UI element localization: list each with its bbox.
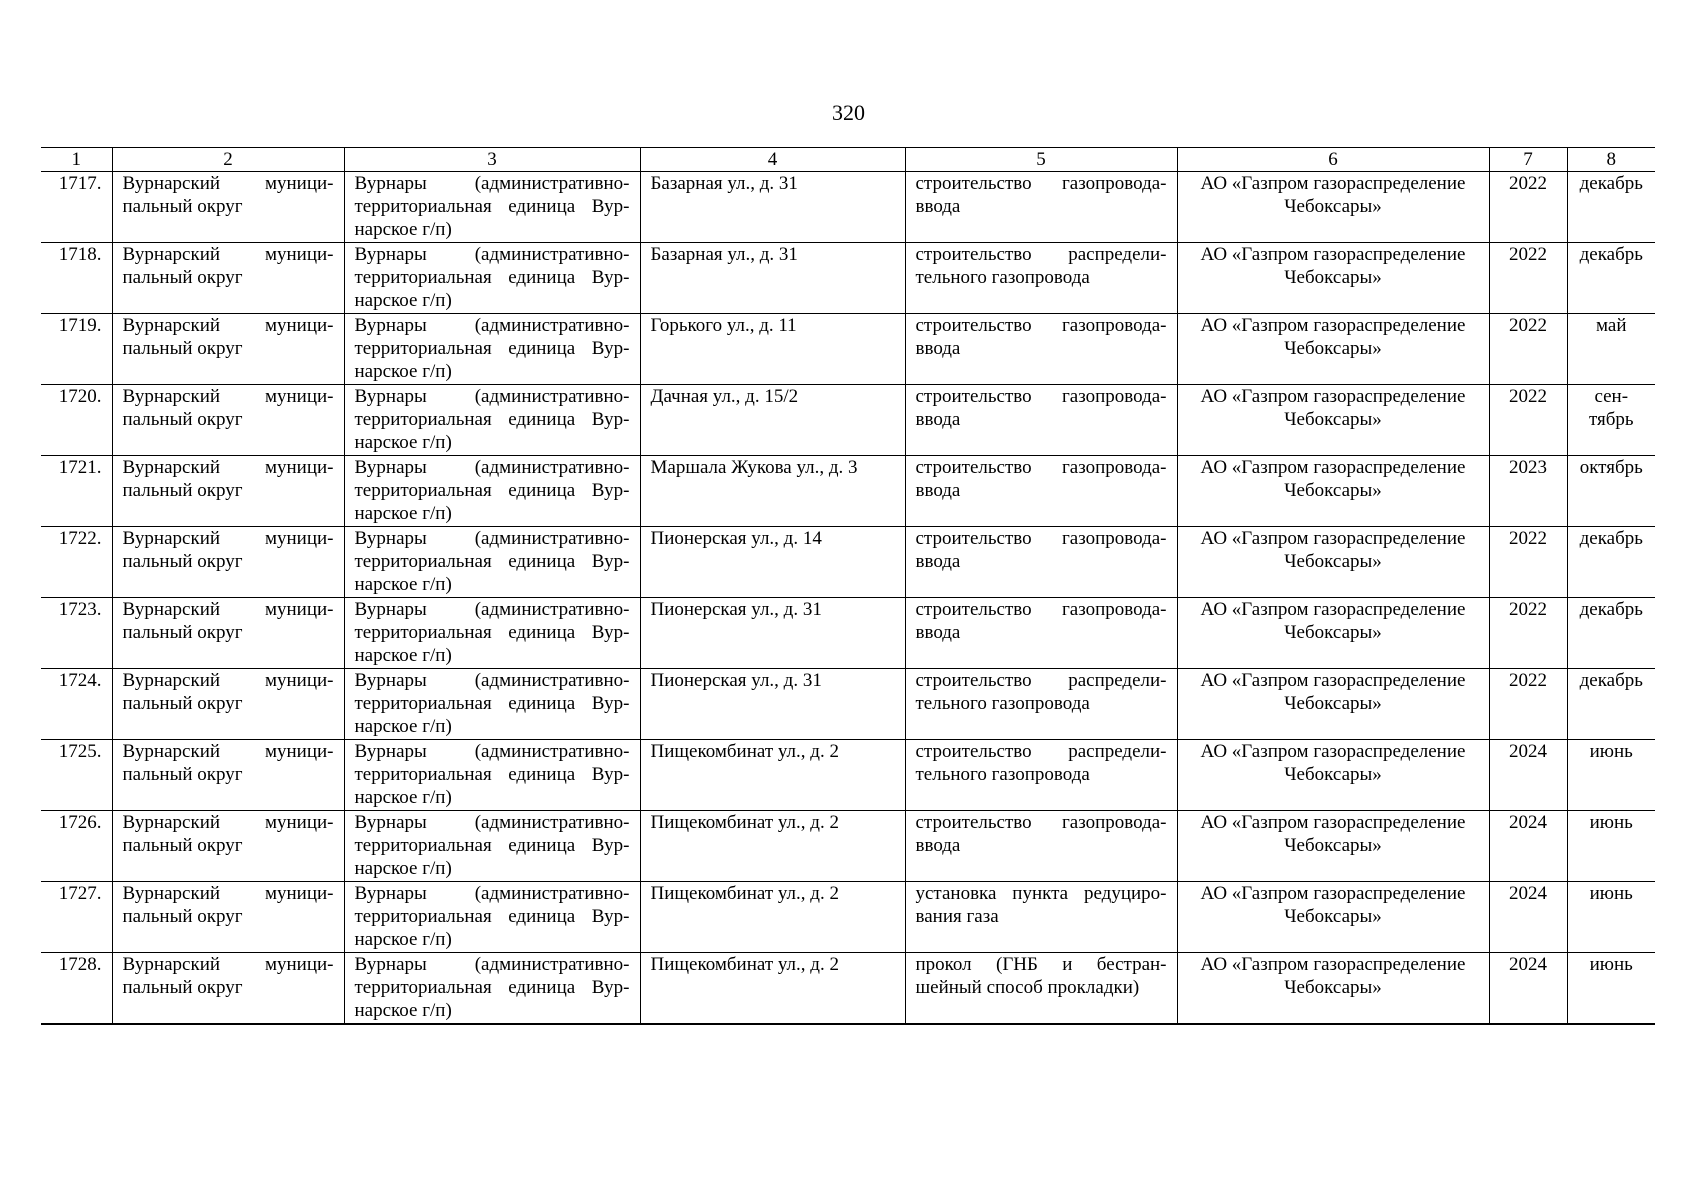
table-row xyxy=(41,598,1655,669)
column-header: 2 xyxy=(112,148,344,172)
work-cell: строительство газопровода-ввода xyxy=(905,527,1177,598)
district-cell: Вурнарский муници-пальный округ xyxy=(112,385,344,456)
table-row xyxy=(41,527,1655,598)
month-cell: декабрь xyxy=(1567,527,1655,598)
organization-cell: АО «Газпром газораспределение Чебоксары» xyxy=(1177,527,1489,598)
district-cell: Вурнарский муници-пальный округ xyxy=(112,669,344,740)
work-cell: строительство газопровода-ввода xyxy=(905,385,1177,456)
data-table xyxy=(41,147,1655,1025)
column-header: 6 xyxy=(1177,148,1489,172)
table-row xyxy=(41,314,1655,385)
district-cell: Вурнарский муници-пальный округ xyxy=(112,527,344,598)
organization-cell: АО «Газпром газораспределение Чебоксары» xyxy=(1177,882,1489,953)
locality-cell: Вурнары (административно-территориальная единица Вур-нарское г/п) xyxy=(344,953,640,1024)
locality-cell: Вурнары (административно-территориальная единица Вур-нарское г/п) xyxy=(344,811,640,882)
address-cell: Пионерская ул., д. 14 xyxy=(640,527,905,598)
work-cell: строительство газопровода-ввода xyxy=(905,811,1177,882)
month-cell: декабрь xyxy=(1567,598,1655,669)
column-header: 4 xyxy=(640,148,905,172)
district-cell: Вурнарский муници-пальный округ xyxy=(112,811,344,882)
district-cell: Вурнарский муници-пальный округ xyxy=(112,953,344,1024)
district-cell: Вурнарский муници-пальный округ xyxy=(112,740,344,811)
organization-cell: АО «Газпром газораспределение Чебоксары» xyxy=(1177,811,1489,882)
column-header: 3 xyxy=(344,148,640,172)
organization-cell: АО «Газпром газораспределение Чебоксары» xyxy=(1177,598,1489,669)
address-cell: Базарная ул., д. 31 xyxy=(640,243,905,314)
address-cell: Маршала Жукова ул., д. 3 xyxy=(640,456,905,527)
locality-cell: Вурнары (административно-территориальная единица Вур-нарское г/п) xyxy=(344,882,640,953)
table-row xyxy=(41,882,1655,953)
column-header: 7 xyxy=(1489,148,1567,172)
address-cell: Базарная ул., д. 31 xyxy=(640,172,905,243)
district-cell: Вурнарский муници-пальный округ xyxy=(112,172,344,243)
work-cell: строительство газопровода-ввода xyxy=(905,598,1177,669)
month-cell: декабрь xyxy=(1567,172,1655,243)
table-row xyxy=(41,243,1655,314)
organization-cell: АО «Газпром газораспределение Чебоксары» xyxy=(1177,172,1489,243)
year-cell: 2022 xyxy=(1489,669,1567,740)
organization-cell: АО «Газпром газораспределение Чебоксары» xyxy=(1177,243,1489,314)
row-number: 1724. xyxy=(41,669,112,740)
locality-cell: Вурнары (административно-территориальная единица Вур-нарское г/п) xyxy=(344,243,640,314)
row-number: 1728. xyxy=(41,953,112,1024)
month-cell: июнь xyxy=(1567,740,1655,811)
locality-cell: Вурнары (административно-территориальная единица Вур-нарское г/п) xyxy=(344,669,640,740)
work-cell: строительство распредели-тельного газопровода xyxy=(905,740,1177,811)
year-cell: 2022 xyxy=(1489,598,1567,669)
locality-cell: Вурнары (административно-территориальная единица Вур-нарское г/п) xyxy=(344,598,640,669)
year-cell: 2022 xyxy=(1489,385,1567,456)
column-header: 8 xyxy=(1567,148,1655,172)
year-cell: 2022 xyxy=(1489,172,1567,243)
address-cell: Пионерская ул., д. 31 xyxy=(640,598,905,669)
year-cell: 2024 xyxy=(1489,811,1567,882)
address-cell: Пищекомбинат ул., д. 2 xyxy=(640,740,905,811)
row-number: 1727. xyxy=(41,882,112,953)
district-cell: Вурнарский муници-пальный округ xyxy=(112,243,344,314)
column-header: 1 xyxy=(41,148,112,172)
work-cell: строительство газопровода-ввода xyxy=(905,172,1177,243)
year-cell: 2022 xyxy=(1489,243,1567,314)
district-cell: Вурнарский муници-пальный округ xyxy=(112,314,344,385)
table-row xyxy=(41,172,1655,243)
locality-cell: Вурнары (административно-территориальная единица Вур-нарское г/п) xyxy=(344,527,640,598)
row-number: 1723. xyxy=(41,598,112,669)
table-row xyxy=(41,953,1655,1024)
month-cell: декабрь xyxy=(1567,669,1655,740)
table-row xyxy=(41,669,1655,740)
locality-cell: Вурнары (административно-территориальная единица Вур-нарское г/п) xyxy=(344,740,640,811)
month-cell: июнь xyxy=(1567,882,1655,953)
table-row xyxy=(41,811,1655,882)
row-number: 1722. xyxy=(41,527,112,598)
month-cell: октябрь xyxy=(1567,456,1655,527)
locality-cell: Вурнары (административно-территориальная единица Вур-нарское г/п) xyxy=(344,172,640,243)
district-cell: Вурнарский муници-пальный округ xyxy=(112,456,344,527)
work-cell: строительство распредели-тельного газопровода xyxy=(905,243,1177,314)
address-cell: Горького ул., д. 11 xyxy=(640,314,905,385)
district-cell: Вурнарский муници-пальный округ xyxy=(112,598,344,669)
address-cell: Дачная ул., д. 15/2 xyxy=(640,385,905,456)
row-number: 1718. xyxy=(41,243,112,314)
year-cell: 2024 xyxy=(1489,953,1567,1024)
month-cell: июнь xyxy=(1567,811,1655,882)
table-row xyxy=(41,385,1655,456)
address-cell: Пионерская ул., д. 31 xyxy=(640,669,905,740)
year-cell: 2022 xyxy=(1489,527,1567,598)
address-cell: Пищекомбинат ул., д. 2 xyxy=(640,811,905,882)
year-cell: 2023 xyxy=(1489,456,1567,527)
table-row xyxy=(41,456,1655,527)
organization-cell: АО «Газпром газораспределение Чебоксары» xyxy=(1177,385,1489,456)
address-cell: Пищекомбинат ул., д. 2 xyxy=(640,953,905,1024)
month-cell: декабрь xyxy=(1567,243,1655,314)
organization-cell: АО «Газпром газораспределение Чебоксары» xyxy=(1177,953,1489,1024)
row-number: 1717. xyxy=(41,172,112,243)
row-number: 1726. xyxy=(41,811,112,882)
work-cell: прокол (ГНБ и бестран-шейный способ прокладки) xyxy=(905,953,1177,1024)
page-number: 320 xyxy=(832,100,865,125)
month-cell: май xyxy=(1567,314,1655,385)
month-cell: сен-тябрь xyxy=(1567,385,1655,456)
locality-cell: Вурнары (административно-территориальная единица Вур-нарское г/п) xyxy=(344,314,640,385)
table-row xyxy=(41,740,1655,811)
year-cell: 2024 xyxy=(1489,740,1567,811)
organization-cell: АО «Газпром газораспределение Чебоксары» xyxy=(1177,456,1489,527)
month-cell: июнь xyxy=(1567,953,1655,1024)
work-cell: установка пункта редуциро-вания газа xyxy=(905,882,1177,953)
row-number: 1721. xyxy=(41,456,112,527)
district-cell: Вурнарский муници-пальный округ xyxy=(112,882,344,953)
row-number: 1720. xyxy=(41,385,112,456)
work-cell: строительство газопровода-ввода xyxy=(905,456,1177,527)
header-row xyxy=(41,148,1655,172)
row-number: 1719. xyxy=(41,314,112,385)
year-cell: 2024 xyxy=(1489,882,1567,953)
locality-cell: Вурнары (административно-территориальная единица Вур-нарское г/п) xyxy=(344,456,640,527)
year-cell: 2022 xyxy=(1489,314,1567,385)
organization-cell: АО «Газпром газораспределение Чебоксары» xyxy=(1177,669,1489,740)
organization-cell: АО «Газпром газораспределение Чебоксары» xyxy=(1177,740,1489,811)
work-cell: строительство распредели-тельного газопровода xyxy=(905,669,1177,740)
row-number: 1725. xyxy=(41,740,112,811)
column-header: 5 xyxy=(905,148,1177,172)
locality-cell: Вурнары (административно-территориальная единица Вур-нарское г/п) xyxy=(344,385,640,456)
address-cell: Пищекомбинат ул., д. 2 xyxy=(640,882,905,953)
work-cell: строительство газопровода-ввода xyxy=(905,314,1177,385)
organization-cell: АО «Газпром газораспределение Чебоксары» xyxy=(1177,314,1489,385)
